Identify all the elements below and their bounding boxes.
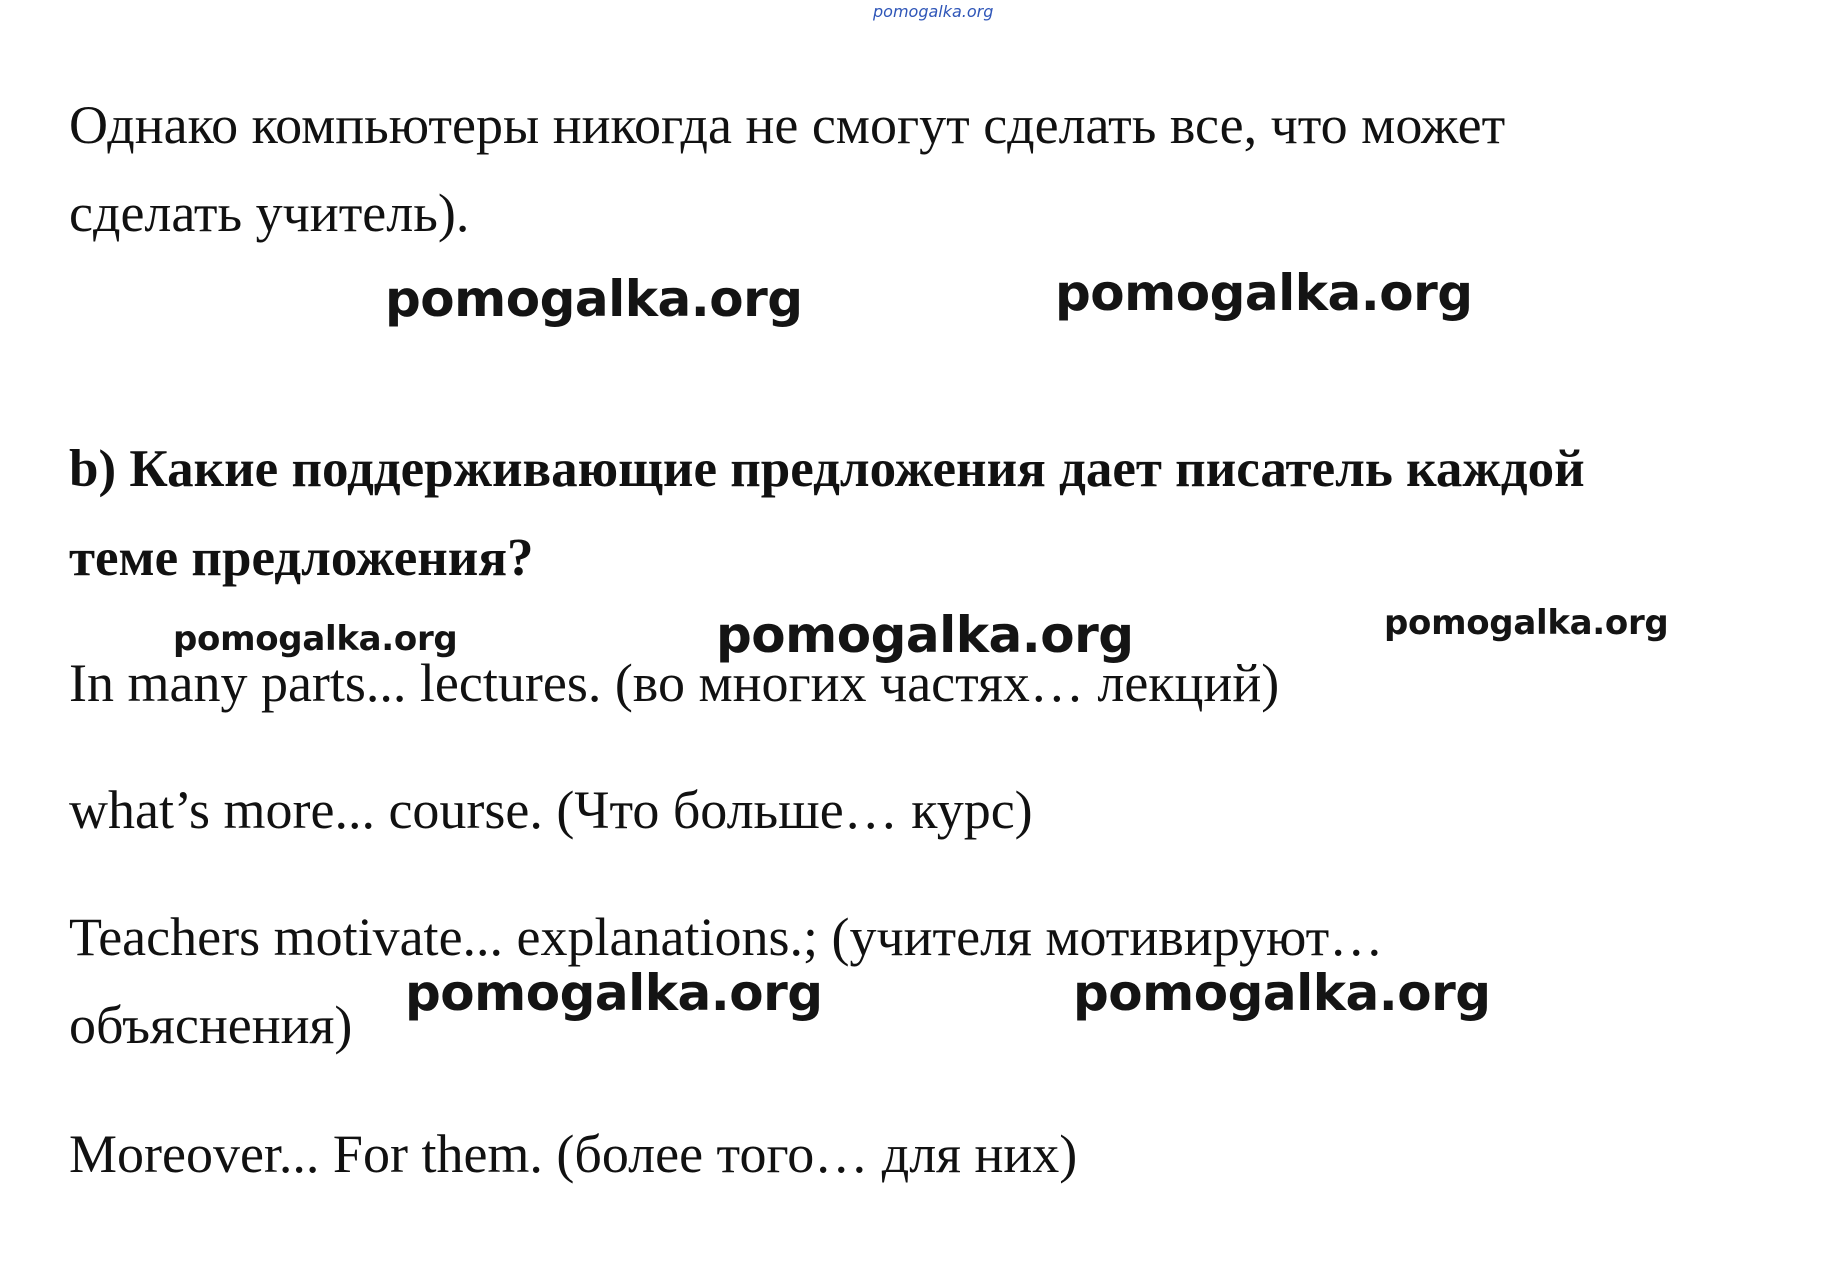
answer-line: Moreover... For them. (более того… для них) bbox=[69, 1124, 1078, 1184]
question-heading: b) Какие поддерживающие предложения дает писатель каждой bbox=[69, 440, 1585, 498]
answer-line: what’s more... course. (Что больше… курс) bbox=[69, 780, 1033, 840]
answer-line: Teachers motivate... explanations.; (учителя мотивируют… bbox=[69, 907, 1384, 967]
answer-line: In many parts... lectures. (во многих частях… лекций) bbox=[69, 653, 1280, 713]
watermark: pomogalka.org bbox=[405, 964, 823, 1022]
header-watermark: pomogalka.org bbox=[873, 2, 994, 21]
answer-line: объяснения) bbox=[69, 995, 353, 1055]
watermark: pomogalka.org bbox=[1073, 964, 1491, 1022]
question-heading: теме предложения? bbox=[69, 529, 534, 587]
watermark: pomogalka.org bbox=[1384, 603, 1669, 643]
paragraph-line: сделать учитель). bbox=[69, 183, 470, 243]
watermark: pomogalka.org bbox=[1055, 264, 1473, 322]
watermark: pomogalka.org bbox=[716, 606, 1134, 664]
paragraph-line: Однако компьютеры никогда не смогут сделать все, что может bbox=[69, 95, 1506, 155]
watermark: pomogalka.org bbox=[385, 270, 803, 328]
watermark: pomogalka.org bbox=[173, 619, 458, 659]
